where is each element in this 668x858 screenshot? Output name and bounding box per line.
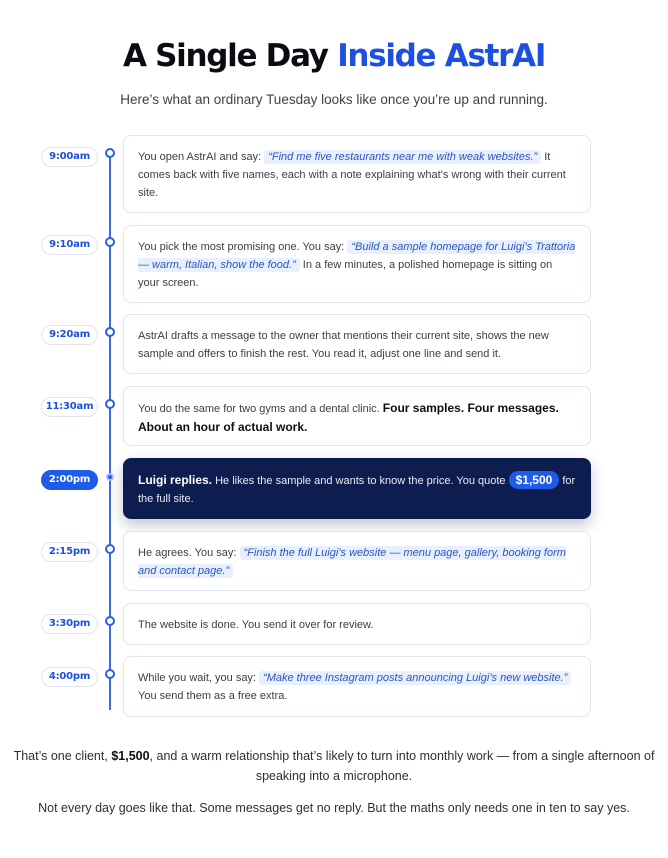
time-badge: 11:30am — [41, 397, 98, 417]
timeline-card — [123, 314, 591, 374]
time-badge: 4:00pm — [41, 667, 98, 687]
card-text: You open AstrAI and say: — [138, 151, 265, 163]
timeline-dot — [105, 148, 115, 158]
card-text: for the full site. — [138, 475, 576, 505]
summary-amount: $1,500 — [111, 749, 150, 763]
time-badge: 9:10am — [41, 235, 98, 255]
timeline-dot — [105, 616, 115, 626]
card-text: In a few minutes, a polished homepage is sitting on your screen. — [138, 259, 553, 289]
timeline-dot — [106, 473, 114, 481]
card-bold-text: Luigi replies. — [138, 473, 213, 487]
timeline-dot — [105, 544, 115, 554]
card-quote: “Finish the full Luigi’s website — menu page, gallery, booking form and contact page.” — [138, 547, 566, 577]
card-quote: “Find me five restaurants near me with weak websites.” — [264, 150, 541, 164]
title-part1: A Single Day — [122, 38, 328, 74]
timeline-dot — [105, 399, 115, 409]
timeline-dot — [105, 669, 115, 679]
summary-paragraph — [0, 746, 668, 786]
timeline-card — [123, 656, 591, 717]
card-text: You do the same for two gyms and a dental clinic. — [138, 403, 383, 415]
timeline-dot — [105, 237, 115, 247]
card-text: You send them as a free extra. — [138, 690, 288, 702]
time-badge: 9:00am — [41, 147, 98, 167]
time-badge: 2:00pm — [41, 470, 98, 490]
timeline-card — [123, 458, 591, 519]
title-accent: Inside AstrAI — [337, 38, 546, 74]
timeline-card — [123, 225, 591, 303]
timeline-card — [123, 386, 591, 446]
closing-paragraph: Not every day goes like that. Some messages get no reply. But the maths only needs one in ten to say yes. — [38, 801, 630, 815]
time-badge: 9:20am — [41, 325, 98, 345]
timeline-card — [123, 531, 591, 591]
card-text: You pick the most promising one. You say: — [138, 241, 348, 253]
timeline-card — [123, 135, 591, 213]
card-text: While you wait, you say: — [138, 672, 260, 684]
card-quote: “Build a sample homepage for Luigi’s Trattoria — warm, Italian, show the food.” — [138, 241, 576, 271]
card-text: The website is done. You send it over for review. — [138, 619, 374, 631]
timeline-rail — [109, 150, 111, 710]
price-badge: $1,500 — [509, 471, 560, 489]
card-text: AstrAI drafts a message to the owner that mentions their current site, shows the new sample and offers to finish the rest. You read it, adjust one line and send it. — [138, 330, 549, 360]
time-badge: 3:30pm — [41, 614, 98, 634]
summary-text: , and a warm relationship that’s likely to turn into monthly work — from a single afternoon of speaking into a microphone. — [149, 749, 655, 783]
card-text: He likes the sample and wants to know the price. You quote — [212, 475, 509, 487]
timeline-card — [123, 603, 591, 645]
page-title — [0, 38, 668, 74]
card-quote: “Make three Instagram posts announcing Luigi’s new website.” — [259, 671, 571, 685]
card-text: He agrees. You say: — [138, 547, 240, 559]
summary-text: That’s one client, — [13, 749, 112, 763]
page-subtitle: Here’s what an ordinary Tuesday looks like once you’re up and running. — [120, 92, 548, 107]
card-bold-text: Four samples. Four messages. About an hour of actual work. — [138, 401, 559, 434]
time-badge: 2:15pm — [41, 542, 98, 562]
card-text: It comes back with five names, each with a note explaining what’s wrong with their current site. — [138, 151, 566, 199]
timeline-dot — [105, 327, 115, 337]
